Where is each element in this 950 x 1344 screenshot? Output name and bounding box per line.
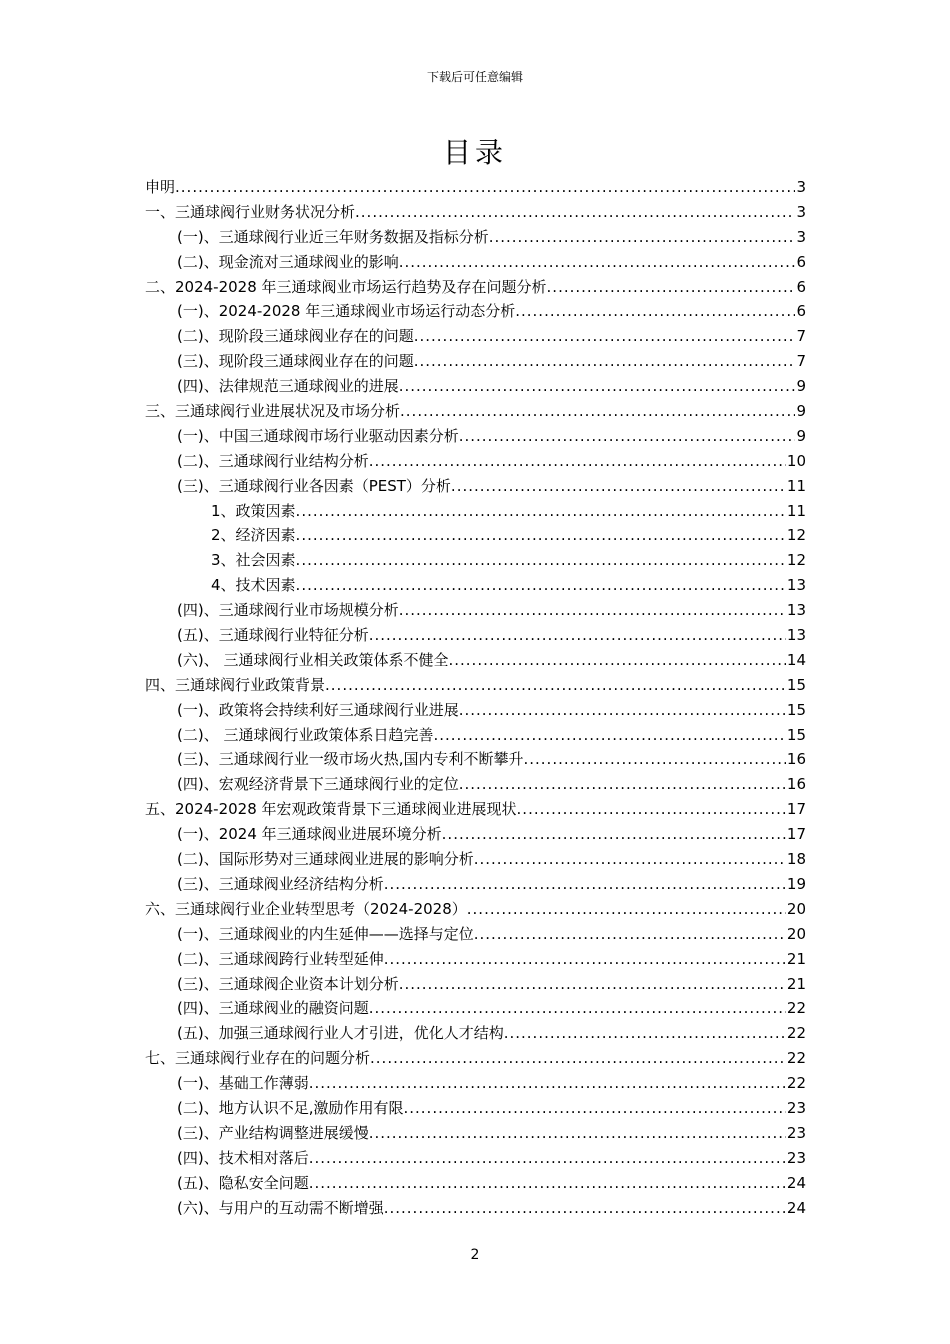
toc-entry-page: 6 xyxy=(796,252,806,271)
page-number: 2 xyxy=(470,1247,480,1263)
dot-leader xyxy=(296,523,786,548)
toc-entry-page: 12 xyxy=(786,526,806,545)
toc-entry[interactable] xyxy=(145,548,806,573)
toc-entry-text: 四、三通球阀行业政策背景 xyxy=(145,675,326,694)
toc-entry-text: (三)、三通球阀行业各因素（PEST）分析 xyxy=(177,476,451,495)
toc-title: 目录 xyxy=(442,136,507,169)
toc-entry-text: (四)、三通球阀业的融资问题 xyxy=(177,999,369,1018)
toc-entry[interactable] xyxy=(145,175,806,200)
toc-entry[interactable] xyxy=(145,449,806,474)
toc-entry[interactable] xyxy=(145,872,806,897)
dot-leader xyxy=(325,673,786,698)
toc-entry-text: (三)、三通球阀业经济结构分析 xyxy=(177,874,384,893)
toc-entry[interactable] xyxy=(145,922,806,947)
toc-entry[interactable] xyxy=(145,747,806,772)
toc-entry-page: 9 xyxy=(796,402,806,421)
toc-entry-page: 6 xyxy=(796,277,806,296)
toc-entry-page: 3 xyxy=(796,202,806,221)
toc-entry-text: (二)、 三通球阀行业政策体系日趋完善 xyxy=(177,725,434,744)
toc-entry[interactable] xyxy=(145,523,806,548)
toc-entry-text: (二)、国际形势对三通球阀业进展的影响分析 xyxy=(177,850,474,869)
toc-entry-text: (四)、三通球阀行业市场规模分析 xyxy=(177,601,399,620)
toc-entry-page: 24 xyxy=(786,1198,806,1217)
dot-leader xyxy=(459,424,796,449)
toc-entry-text: (五)、三通球阀行业特征分析 xyxy=(177,626,369,645)
dot-leader xyxy=(414,349,796,374)
dot-leader xyxy=(399,250,796,275)
dot-leader xyxy=(399,374,796,399)
dot-leader xyxy=(399,972,786,997)
toc-entry-page: 22 xyxy=(786,1024,806,1043)
dot-leader xyxy=(399,598,786,623)
toc-entry[interactable] xyxy=(145,225,806,250)
toc-entry-text: (一)、基础工作薄弱 xyxy=(177,1074,309,1093)
toc-entry-page: 23 xyxy=(786,1123,806,1142)
toc-entry[interactable] xyxy=(145,424,806,449)
toc-entry-page: 20 xyxy=(786,899,806,918)
toc-entry-page: 3 xyxy=(796,178,806,196)
toc-entry[interactable] xyxy=(145,1171,806,1196)
toc-entry[interactable] xyxy=(145,275,806,300)
dot-leader xyxy=(459,698,786,723)
dot-leader xyxy=(296,573,786,598)
dot-leader xyxy=(442,822,786,847)
toc-entry-text: 申明 xyxy=(145,178,176,196)
dot-leader xyxy=(369,449,786,474)
toc-entry-text: (二)、三通球阀跨行业转型延伸 xyxy=(177,949,384,968)
dot-leader xyxy=(296,499,786,524)
toc-entry-text: 三、三通球阀行业进展状况及市场分析 xyxy=(145,402,401,421)
toc-entry[interactable] xyxy=(145,897,806,922)
toc-entry-page: 15 xyxy=(786,675,806,694)
toc-entry-text: (一)、2024-2028 年三通球阀业市场运行动态分析 xyxy=(177,302,516,321)
dot-leader xyxy=(414,324,796,349)
toc-entry[interactable] xyxy=(145,623,806,648)
dot-leader xyxy=(309,1146,786,1171)
dot-leader xyxy=(369,1121,786,1146)
toc-entry-page: 22 xyxy=(786,1074,806,1093)
toc-entry[interactable] xyxy=(145,698,806,723)
toc-entry-page: 16 xyxy=(786,775,806,794)
dot-leader xyxy=(309,1071,786,1096)
toc-entry-text: 二、2024-2028 年三通球阀业市场运行趋势及存在问题分析 xyxy=(145,277,547,296)
dot-leader xyxy=(474,847,786,872)
toc-entry-page: 17 xyxy=(786,825,806,844)
toc-entry-text: (三)、三通球阀企业资本计划分析 xyxy=(177,974,399,993)
toc-entry[interactable] xyxy=(145,324,806,349)
toc-entry-page: 23 xyxy=(786,1098,806,1117)
toc-entry-page: 24 xyxy=(786,1173,806,1192)
toc-entry[interactable] xyxy=(145,474,806,499)
toc-entry-text: (二)、现阶段三通球阀业存在的问题 xyxy=(177,327,414,346)
toc-entry-page: 23 xyxy=(786,1148,806,1167)
dot-leader xyxy=(384,947,786,972)
dot-leader xyxy=(547,275,796,300)
toc-entry-page: 20 xyxy=(786,924,806,943)
dot-leader xyxy=(523,747,785,772)
toc-entry-page: 11 xyxy=(786,476,806,495)
toc-entry-text: (一)、中国三通球阀市场行业驱动因素分析 xyxy=(177,426,459,445)
toc-entry-text: (一)、三通球阀业的内生延伸——选择与定位 xyxy=(177,924,474,943)
toc-entry-text: (三)、现阶段三通球阀业存在的问题 xyxy=(177,352,414,371)
toc-entry-page: 21 xyxy=(786,949,806,968)
toc-entry-text: 2、经济因素 xyxy=(211,526,296,545)
toc-entry-text: (四)、宏观经济背景下三通球阀行业的定位 xyxy=(177,775,459,794)
dot-leader xyxy=(369,996,786,1021)
toc-entry-page: 7 xyxy=(796,352,806,371)
toc-entry[interactable] xyxy=(145,1021,806,1046)
dot-leader xyxy=(474,922,786,947)
toc-entry-text: (二)、现金流对三通球阀业的影响 xyxy=(177,252,399,271)
dot-leader xyxy=(384,1196,786,1221)
toc-entry[interactable] xyxy=(145,772,806,797)
toc-entry[interactable] xyxy=(145,1146,806,1171)
toc-entry-page: 12 xyxy=(786,551,806,570)
toc-entry[interactable] xyxy=(145,797,806,822)
toc-entry[interactable] xyxy=(145,399,806,424)
toc-entry[interactable] xyxy=(145,374,806,399)
dot-leader xyxy=(433,723,785,748)
toc-entry-text: (二)、地方认识不足,激励作用有限 xyxy=(177,1098,404,1117)
toc-entry-text: (四)、技术相对落后 xyxy=(177,1148,309,1167)
dot-leader xyxy=(384,872,786,897)
toc-entry-text: (六)、 三通球阀行业相关政策体系不健全 xyxy=(177,650,449,669)
dot-leader xyxy=(400,399,795,424)
toc-entry-page: 17 xyxy=(786,800,806,819)
table-of-contents xyxy=(145,175,806,1220)
toc-entry[interactable] xyxy=(145,996,806,1021)
toc-entry-page: 16 xyxy=(786,750,806,769)
toc-entry-text: (一)、2024 年三通球阀业进展环境分析 xyxy=(177,825,442,844)
dot-leader xyxy=(355,200,795,225)
dot-leader xyxy=(459,772,786,797)
toc-entry-page: 7 xyxy=(796,327,806,346)
dot-leader xyxy=(175,175,795,200)
toc-entry-text: (三)、产业结构调整进展缓慢 xyxy=(177,1123,369,1142)
toc-entry[interactable] xyxy=(145,847,806,872)
toc-entry-page: 9 xyxy=(796,377,806,396)
toc-entry[interactable] xyxy=(145,723,806,748)
toc-entry-text: 五、2024-2028 年宏观政策背景下三通球阀业进展现状 xyxy=(145,800,517,819)
toc-entry-page: 13 xyxy=(786,626,806,645)
dot-leader xyxy=(517,797,786,822)
toc-entry[interactable] xyxy=(145,1196,806,1221)
dot-leader xyxy=(369,623,786,648)
dot-leader xyxy=(370,1046,786,1071)
toc-entry-text: (三)、三通球阀行业一级市场火热,国内专利不断攀升 xyxy=(177,750,524,769)
toc-entry-text: (五)、隐私安全问题 xyxy=(177,1173,309,1192)
toc-entry-page: 9 xyxy=(796,426,806,445)
toc-entry-text: (二)、三通球阀行业结构分析 xyxy=(177,451,369,470)
header-note: 下载后可任意编辑 xyxy=(426,70,523,84)
toc-entry[interactable] xyxy=(145,1121,806,1146)
toc-entry-text: 一、三通球阀行业财务状况分析 xyxy=(145,202,356,221)
toc-entry-page: 6 xyxy=(796,302,806,321)
toc-entry-page: 14 xyxy=(786,650,806,669)
toc-entry-page: 15 xyxy=(786,700,806,719)
toc-entry-page: 22 xyxy=(786,1049,806,1068)
dot-leader xyxy=(309,1171,786,1196)
toc-entry-text: (一)、三通球阀行业近三年财务数据及指标分析 xyxy=(177,227,489,246)
toc-entry-text: 3、社会因素 xyxy=(211,551,296,570)
toc-entry-page: 18 xyxy=(786,850,806,869)
toc-entry[interactable] xyxy=(145,299,806,324)
dot-leader xyxy=(489,225,796,250)
toc-entry-page: 19 xyxy=(786,874,806,893)
toc-entry[interactable] xyxy=(145,499,806,524)
toc-entry[interactable] xyxy=(145,250,806,275)
toc-entry-text: (五)、加强三通球阀行业人才引进，优化人才结构 xyxy=(177,1024,504,1043)
dot-leader xyxy=(451,474,786,499)
toc-entry[interactable] xyxy=(145,972,806,997)
toc-entry[interactable] xyxy=(145,573,806,598)
toc-entry[interactable] xyxy=(145,947,806,972)
toc-entry-page: 13 xyxy=(786,576,806,595)
dot-leader xyxy=(296,548,786,573)
toc-entry[interactable] xyxy=(145,1096,806,1121)
toc-entry[interactable] xyxy=(145,349,806,374)
toc-entry[interactable] xyxy=(145,1071,806,1096)
dot-leader xyxy=(504,1021,786,1046)
toc-entry[interactable] xyxy=(145,673,806,698)
toc-entry-text: (一)、政策将会持续利好三通球阀行业进展 xyxy=(177,700,459,719)
toc-entry-text: (四)、法律规范三通球阀业的进展 xyxy=(177,377,399,396)
toc-entry[interactable] xyxy=(145,1046,806,1071)
dot-leader xyxy=(448,648,785,673)
toc-entry-page: 21 xyxy=(786,974,806,993)
toc-entry-page: 11 xyxy=(786,501,806,520)
toc-entry-text: 4、技术因素 xyxy=(211,576,296,595)
toc-entry-text: 七、三通球阀行业存在的问题分析 xyxy=(145,1049,371,1068)
toc-entry[interactable] xyxy=(145,822,806,847)
dot-leader xyxy=(403,1096,785,1121)
toc-entry-page: 10 xyxy=(786,451,806,470)
toc-entry-page: 3 xyxy=(796,227,806,246)
toc-entry-page: 13 xyxy=(786,601,806,620)
toc-entry[interactable] xyxy=(145,648,806,673)
toc-entry-text: 1、政策因素 xyxy=(211,501,296,520)
toc-entry-text: 六、三通球阀行业企业转型思考（2024-2028） xyxy=(145,899,467,918)
toc-entry[interactable] xyxy=(145,200,806,225)
toc-entry-text: (六)、与用户的互动需不断增强 xyxy=(177,1198,384,1217)
dot-leader xyxy=(515,299,795,324)
toc-entry[interactable] xyxy=(145,598,806,623)
dot-leader xyxy=(467,897,786,922)
toc-entry-page: 22 xyxy=(786,999,806,1018)
toc-entry-page: 15 xyxy=(786,725,806,744)
